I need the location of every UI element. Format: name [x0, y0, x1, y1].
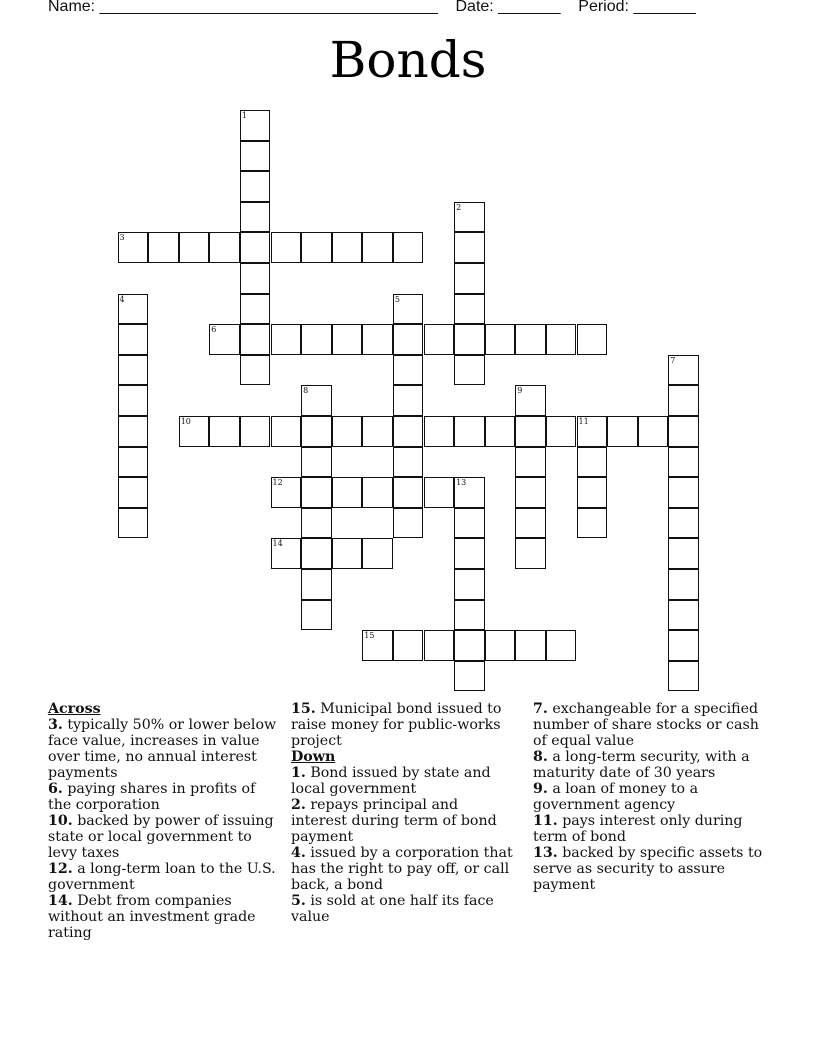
- crossword-cell[interactable]: [301, 385, 332, 416]
- clue-text: exchangeable for a specified number of share stocks or cash of equal value: [533, 701, 759, 749]
- page-title: Bonds: [329, 31, 487, 89]
- clue-text: Bond issued by state and local government: [291, 765, 491, 797]
- crossword-cell[interactable]: [118, 477, 149, 508]
- clue-number: 5: [394, 294, 400, 304]
- clue-text: a long-term loan to the U.S. government: [48, 861, 276, 893]
- clues-column-3: [533, 701, 769, 893]
- clue-number: 11: [578, 417, 589, 426]
- clue-item: [48, 781, 278, 813]
- crossword-cell[interactable]: [240, 202, 271, 233]
- crossword-cell[interactable]: [301, 600, 332, 631]
- crossword-cell[interactable]: [118, 294, 149, 325]
- crossword-cell[interactable]: [271, 232, 302, 263]
- crossword-cell[interactable]: [607, 416, 638, 447]
- clue-text: pays interest only during term of bond: [533, 813, 743, 845]
- crossword-cell[interactable]: [454, 324, 485, 355]
- clue-item: [533, 749, 769, 781]
- crossword-cell[interactable]: [668, 630, 699, 661]
- clue-text: repays principal and interest during term of bond payment: [291, 797, 497, 845]
- clue-text: a loan of money to a government agency: [533, 781, 699, 813]
- crossword-cell[interactable]: [546, 630, 577, 661]
- crossword-cell[interactable]: [577, 508, 608, 539]
- crossword-cell[interactable]: [240, 171, 271, 202]
- clue-number: 7: [670, 355, 676, 365]
- crossword-cell[interactable]: [577, 416, 608, 447]
- clue-text: typically 50% or lower below face value, increases in value over time, no annual interest payments: [48, 717, 277, 781]
- crossword-cell[interactable]: [332, 324, 363, 355]
- crossword-cell[interactable]: [454, 600, 485, 631]
- clue-text: backed by power of issuing state or local government to levy taxes: [48, 813, 274, 861]
- date-blank[interactable]: _______: [498, 0, 561, 15]
- crossword-cell[interactable]: [301, 447, 332, 478]
- crossword-cell[interactable]: [209, 324, 240, 355]
- crossword-cell[interactable]: [118, 447, 149, 478]
- period-label: Period:: [578, 0, 629, 15]
- clue-heading: Down: [291, 749, 336, 765]
- crossword-cell[interactable]: [332, 232, 363, 263]
- crossword-cell[interactable]: [515, 538, 546, 569]
- clue-number-label: 4.: [291, 845, 306, 861]
- crossword-cell[interactable]: [454, 477, 485, 508]
- clue-number: 6: [211, 325, 217, 335]
- clue-text: is sold at one half its face value: [291, 893, 494, 925]
- clue-item: [291, 845, 517, 893]
- clue-item: [48, 893, 278, 941]
- crossword-cell[interactable]: [454, 569, 485, 600]
- crossword-cell[interactable]: [393, 355, 424, 386]
- crossword-cell[interactable]: [118, 416, 149, 447]
- crossword-cell[interactable]: [515, 416, 546, 447]
- crossword-cell[interactable]: [668, 447, 699, 478]
- crossword-cell[interactable]: [301, 569, 332, 600]
- crossword-cell[interactable]: [577, 324, 608, 355]
- period-blank[interactable]: _______: [633, 0, 696, 15]
- clue-number: 1: [241, 111, 247, 120]
- clue-number: 12: [272, 478, 283, 488]
- clue-number-label: 15.: [291, 701, 316, 717]
- crossword-cell[interactable]: [362, 416, 393, 447]
- crossword-cell[interactable]: [577, 447, 608, 478]
- crossword-cell[interactable]: [393, 447, 424, 478]
- clue-item: [48, 813, 278, 861]
- clue-number-label: 13.: [533, 845, 558, 861]
- crossword-cell[interactable]: [393, 294, 424, 325]
- crossword-cell[interactable]: [454, 202, 485, 233]
- crossword-cell[interactable]: [118, 232, 149, 263]
- crossword-cell[interactable]: [485, 630, 516, 661]
- crossword-cell[interactable]: [454, 630, 485, 661]
- crossword-cell[interactable]: [515, 324, 546, 355]
- clue-number: 2: [456, 202, 462, 212]
- crossword-cell[interactable]: [393, 416, 424, 447]
- crossword-cell[interactable]: [424, 324, 455, 355]
- clue-item: [533, 813, 769, 845]
- clue-text: Municipal bond issued to raise money for public-works project: [291, 701, 502, 749]
- clue-number-label: 1.: [291, 765, 306, 781]
- clue-number-label: 14.: [48, 893, 73, 909]
- crossword-cell[interactable]: [271, 477, 302, 508]
- crossword-cell[interactable]: [118, 508, 149, 539]
- clue-number: 9: [517, 386, 523, 396]
- clue-number-label: 5.: [291, 893, 306, 909]
- crossword-cell[interactable]: [240, 232, 271, 263]
- crossword-cell[interactable]: [362, 538, 393, 569]
- crossword-cell[interactable]: [118, 355, 149, 386]
- clue-number: 15: [364, 631, 375, 641]
- clue-number-label: 3.: [48, 717, 63, 733]
- crossword-cell[interactable]: [301, 324, 332, 355]
- crossword-cell[interactable]: [240, 324, 271, 355]
- crossword-cell[interactable]: [240, 294, 271, 325]
- clue-number-label: 11.: [533, 813, 558, 829]
- crossword-cell[interactable]: [271, 416, 302, 447]
- crossword-cell[interactable]: [332, 416, 363, 447]
- crossword-cell[interactable]: [424, 630, 455, 661]
- clue-item: [533, 701, 769, 749]
- crossword-cell[interactable]: [668, 508, 699, 539]
- crossword-cell[interactable]: [668, 416, 699, 447]
- crossword-cell[interactable]: [515, 385, 546, 416]
- crossword-cell[interactable]: [362, 477, 393, 508]
- clue-text: Debt from companies without an investment grade rating: [48, 893, 256, 941]
- crossword-cell[interactable]: [209, 232, 240, 263]
- crossword-cell[interactable]: [454, 355, 485, 386]
- clue-item: [291, 893, 517, 925]
- crossword-cell[interactable]: [454, 416, 485, 447]
- crossword-cell[interactable]: [668, 477, 699, 508]
- crossword-cell[interactable]: [332, 477, 363, 508]
- clue-number-label: 9.: [533, 781, 548, 797]
- clue-number: 8: [303, 386, 309, 396]
- clue-item: [533, 781, 769, 813]
- crossword-cell[interactable]: [240, 141, 271, 172]
- crossword-cell[interactable]: [515, 447, 546, 478]
- clue-number-label: 6.: [48, 781, 63, 797]
- crossword-cell[interactable]: [240, 263, 271, 294]
- crossword-cell[interactable]: [393, 232, 424, 263]
- crossword-cell[interactable]: [485, 324, 516, 355]
- clue-number: 14: [272, 539, 283, 549]
- crossword-cell[interactable]: [424, 416, 455, 447]
- crossword-cell[interactable]: [668, 538, 699, 569]
- crossword-cell[interactable]: [515, 508, 546, 539]
- crossword-cell[interactable]: [179, 416, 210, 447]
- crossword-cell[interactable]: [668, 569, 699, 600]
- clue-number-label: 12.: [48, 861, 73, 877]
- crossword-cell[interactable]: [362, 232, 393, 263]
- crossword-cell[interactable]: [393, 508, 424, 539]
- crossword-cell[interactable]: [301, 538, 332, 569]
- crossword-cell[interactable]: [118, 385, 149, 416]
- name-blank[interactable]: ______________________________________: [99, 0, 438, 15]
- clues-column-1: [48, 701, 278, 941]
- clue-item: [291, 701, 517, 749]
- crossword-cell[interactable]: [179, 232, 210, 263]
- crossword-cell[interactable]: [485, 416, 516, 447]
- clue-number: 13: [456, 478, 467, 488]
- crossword-cell[interactable]: [240, 355, 271, 386]
- crossword-cell[interactable]: [424, 477, 455, 508]
- clue-item: [291, 765, 517, 797]
- clue-number-label: 8.: [533, 749, 548, 765]
- crossword-cell[interactable]: [240, 110, 271, 141]
- crossword-cell[interactable]: [271, 324, 302, 355]
- crossword-cell[interactable]: [209, 416, 240, 447]
- crossword-cell[interactable]: [454, 538, 485, 569]
- crossword-cell[interactable]: [668, 355, 699, 386]
- crossword-cell[interactable]: [577, 477, 608, 508]
- clue-number: 10: [180, 417, 191, 426]
- clue-item: [291, 797, 517, 845]
- crossword-cell[interactable]: [362, 630, 393, 661]
- crossword-cell[interactable]: [393, 477, 424, 508]
- crossword-cell[interactable]: [546, 416, 577, 447]
- crossword-cell[interactable]: [454, 661, 485, 692]
- crossword-cell[interactable]: [148, 232, 179, 263]
- crossword-cell[interactable]: [240, 416, 271, 447]
- name-label: Name:: [48, 0, 96, 15]
- crossword-cell[interactable]: [393, 630, 424, 661]
- crossword-cell[interactable]: [454, 508, 485, 539]
- crossword-cell[interactable]: [393, 385, 424, 416]
- crossword-cell[interactable]: [393, 324, 424, 355]
- clue-number: 4: [119, 294, 125, 304]
- clue-number: 3: [119, 233, 125, 243]
- crossword-cell[interactable]: [638, 416, 669, 447]
- crossword-cell[interactable]: [454, 294, 485, 325]
- crossword-cell[interactable]: [546, 324, 577, 355]
- crossword-cell[interactable]: [362, 324, 393, 355]
- clue-text: issued by a corporation that has the right to pay off, or call back, a bond: [291, 845, 513, 893]
- clues-column-2: [291, 701, 517, 925]
- clue-number-label: 10.: [48, 813, 73, 829]
- clue-number-label: 7.: [533, 701, 548, 717]
- clue-item: [48, 717, 278, 781]
- clue-item: [533, 845, 769, 893]
- clue-text: paying shares in profits of the corporation: [48, 781, 256, 813]
- crossword-cell[interactable]: [454, 263, 485, 294]
- crossword-cell[interactable]: [301, 416, 332, 447]
- crossword-cell[interactable]: [301, 477, 332, 508]
- crossword-cell[interactable]: [454, 232, 485, 263]
- date-label: Date:: [455, 0, 494, 15]
- clue-text: a long-term security, with a maturity date of 30 years: [533, 749, 750, 781]
- clue-heading: Across: [48, 701, 101, 717]
- clue-item: [48, 861, 278, 893]
- crossword-cell[interactable]: [668, 600, 699, 631]
- crossword-cell[interactable]: [668, 385, 699, 416]
- crossword-cell[interactable]: [668, 661, 699, 692]
- crossword-cell[interactable]: [332, 538, 363, 569]
- clue-text: backed by specific assets to serve as security to assure payment: [533, 845, 763, 893]
- clue-number-label: 2.: [291, 797, 306, 813]
- crossword-cell[interactable]: [301, 232, 332, 263]
- crossword-cell[interactable]: [118, 324, 149, 355]
- crossword-cell[interactable]: [515, 630, 546, 661]
- crossword-cell[interactable]: [301, 508, 332, 539]
- crossword-cell[interactable]: [271, 538, 302, 569]
- crossword-cell[interactable]: [515, 477, 546, 508]
